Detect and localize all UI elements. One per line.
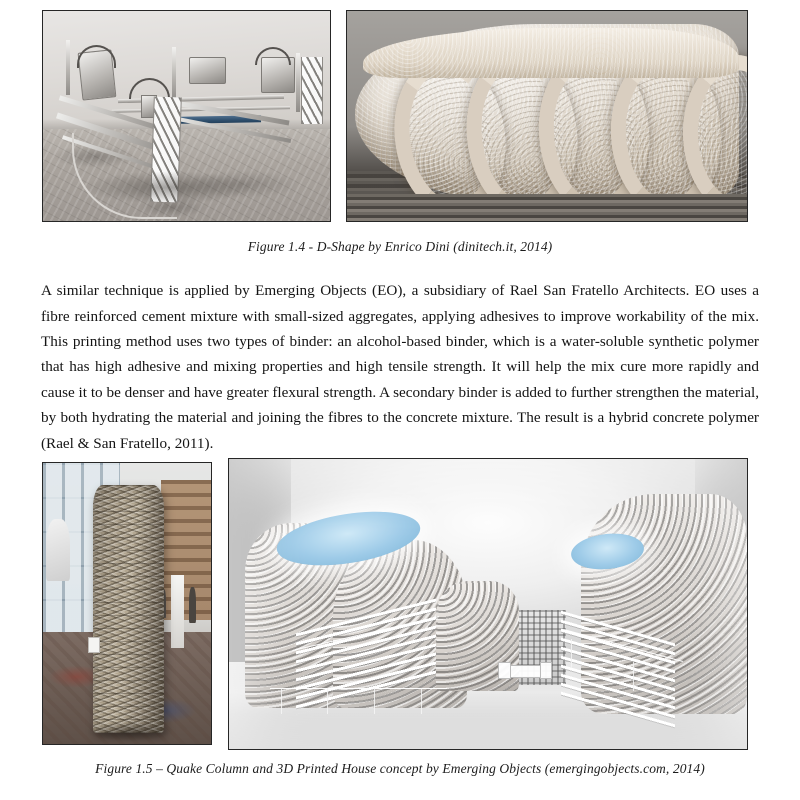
quake-column-scene xyxy=(43,463,211,744)
printer-post-left xyxy=(66,40,70,95)
printed-house-scene xyxy=(229,459,747,749)
figure-image-dshape-print xyxy=(346,10,748,222)
figure-image-quake-column xyxy=(42,462,212,745)
dshape-print-scene xyxy=(347,11,747,221)
quake-column-shadow xyxy=(87,722,171,742)
print-support-slats xyxy=(347,194,747,221)
printer-post-right xyxy=(296,53,300,112)
render-chair-1 xyxy=(498,662,510,679)
render-chair-2 xyxy=(540,662,552,679)
render-balcony-post-l3 xyxy=(374,688,375,714)
printer-truss-right xyxy=(301,57,323,124)
lobby-banner xyxy=(46,519,70,581)
figure-image-dshape-printer xyxy=(42,10,331,222)
printer-shadow xyxy=(83,171,255,205)
dshape-printer-scene xyxy=(43,11,330,221)
render-table xyxy=(509,665,542,679)
render-balcony-post-l4 xyxy=(421,688,422,714)
lobby-rear-wall xyxy=(161,480,211,621)
lobby-kiosk xyxy=(171,575,184,648)
quake-column-body xyxy=(93,485,164,732)
figure-caption-1-4: Figure 1.4 - D-Shape by Enrico Dini (dinitech.it, 2014) xyxy=(247,239,553,254)
quake-column-label xyxy=(88,637,100,653)
lobby-person-1 xyxy=(189,587,196,624)
printer-post-mid xyxy=(172,47,176,102)
figure-image-printed-house xyxy=(228,458,748,750)
render-stair-post-r1 xyxy=(571,639,572,668)
figure-caption-1-5: Figure 1.5 – Quake Column and 3D Printed House concept by Emerging Objects (emergingobjects.com, 2014) xyxy=(95,761,705,776)
body-paragraph: A similar technique is applied by Emerging Objects (EO), a subsidiary of Rael San Fratello Architects. EO uses a fibre reinforced cement mixture with small-sized aggregates, applying adhesives to improve workability of the mix. This printing method uses two types of binder: an alcohol-based binder, which is a water-soluble synthetic polymer that has high adhesive and mixing properties and high tensile strength. It will help the mix cure more rapidly and cause it to be denser and have greater flexural strength. A secondary binder is added to further strengthen the material, by both hydrating the material and joining the fibres to the concrete mixture. The result is a hybrid concrete polymer (Rael & San Fratello, 2011). xyxy=(41,282,759,452)
printer-head-center xyxy=(189,57,225,84)
render-balcony-post-l1 xyxy=(281,688,282,714)
render-stair-post-r2 xyxy=(633,662,634,691)
render-balcony-post-l2 xyxy=(327,688,328,714)
